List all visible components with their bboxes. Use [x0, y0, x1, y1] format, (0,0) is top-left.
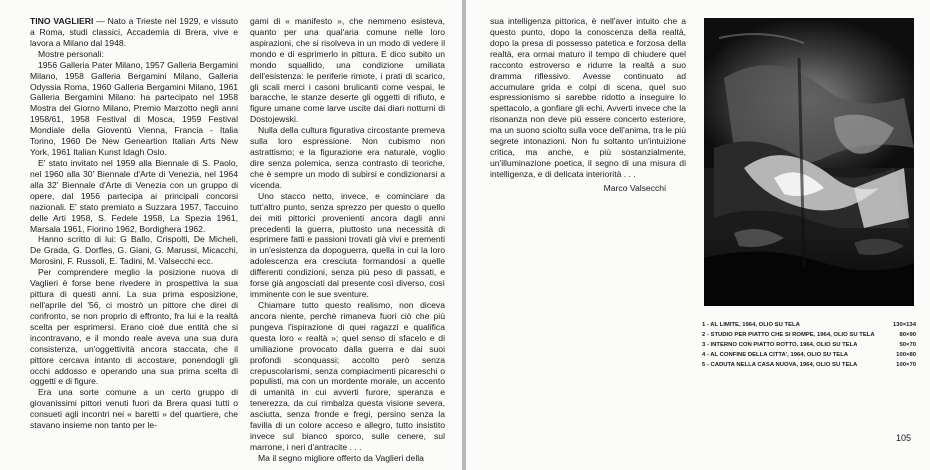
text-column-2: [250, 16, 445, 464]
biennale-paragraph: E' stato invitato nel 1959 alla Biennale di S. Paolo, nel 1960 alla 30' Biennale d'Arte di Venezia, nel 1964 alla 32' Biennale d'Arte di Venezia con un gruppo di opere, dal 1956 partecipa ai principali concorsi nazionali. E' stato premiato a Suzzara 1957, Taccuino delle Arti 1958, S. Fedele 1958, La Spezia 1961, Marsala 1961, Fiorino 1962, Bordighera 1962.: [30, 157, 238, 234]
right-page: [466, 0, 930, 470]
critics-paragraph: Hanno scritto di lui: G Ballo, Crispolti, De Micheli, De Grada, G. Dorfles, G. Giani, G. Marussi, Micacchi, Morosini, F. Russoli, E. Tadini, M. Valsecchi ecc.: [30, 234, 238, 267]
author-signature: Marco Valsecchi: [603, 182, 666, 193]
exhibitions-paragraph: 1956 Galleria Pater Milano, 1957 Galleria Bergamini Milano, 1958 Galleria Bergamini Milano, Galleria Odyssia Roma, 1960 Galleria Bergamini Milano, 1961 Galleria Bergamini Milano: ha partecipato nel 1958 Mostra del Giorno Milano, Premio Marzotto negli anni 1958/61, 1958 Festival di Mosca, 1959 Festival Mondiale della Gioventù Vienna, Francia - Italia Torino, 1960 De New Geneartion Italian Arts New York, 1961 Italian Kunst Idagh Oslo.: [30, 59, 238, 158]
biography-paragraph: TINO VAGLIERI — Nato a Trieste nel 1929, e vissuto a Roma, studi classici, Accademia di Brera, vive e lavora a Milano dal 1948.: [30, 16, 238, 48]
essay-paragraph: Uno stacco netto, invece, e cominciare da tutt'altro punto, senza sprezzo per questo o quello dei miti pittorici provenienti ancora dagli anni precedenti la guerra, piuttosto una necessità di esprimere fatti e passioni trovati già vivi e prementi in un'esistenza da dopoguerra, quella in cui la loro adolescenza era cresciuta formandosi a quelle differenti condizioni, senza più peso di passati, e forse già angosciati dal presente così diverso, così imminente con le sue sventure.: [250, 190, 445, 300]
caption-list: [702, 320, 916, 370]
artwork-reproduction: [704, 18, 914, 306]
essay-paragraph: Chiamare tutto questo realismo, non diceva ancora niente, perchè rimaneva fuori ciò che più pungeva l'ispirazione di quei ragazzi e qualifica questa loro « realtà »; quel senso di sfacelo e di umiliazione provocato dalla guerra e dai suoi profondi sconquassi; accolto però senza crepuscolarismi, senza compiacimenti picareschi o populisti, ma con un mordente morale, un accento di umanità in cui avverti furore, speranza e tenerezza, da cui rimbalza questa visione severa, asciutta, senza fronde e fregi, persino senza la favilla di un colore acceso e allegro, tutto insistito invece sul bianco sporco, sulle cenere, sul marrone, i neri d'antracite . . .: [250, 299, 445, 452]
caption-row: 3 - INTERNO CON PIATTO ROTTO, 1964, OLIO SU TELA 50×70: [702, 342, 916, 348]
text-column-3: [490, 16, 686, 194]
essay-paragraph: Ma il segno migliore offerto da Vaglieri della: [258, 452, 424, 463]
text-column-1: [30, 16, 238, 431]
essay-paragraph: sua intelligenza pittorica, è nell'aver intuito che a questo punto, dopo la conoscenza della realtà, dopo la presa di possesso patetica e forzosa della realtà, era ormai maturo il tempo di chiudere quel racconto estroverso e ridurre la realtà a suo dramma riflessivo. Avesse continuato ad accumulare grida e colpi di scena, quel suo espressionismo si sarebbe ridotto a inseguire lo spettacolo, a gonfiare gli echi. Avverti invece che la risonanza non deve più essere concerto esteriore, ma un suono sciolto sulla voce dell'anima, tra le più segrete intonazioni. Non fu soltanto un'intuizione critica, ma anche, e più sostanzialmente, un'illuminazione poetica, il segno di una misura di intelligenza, e di delicata interiorità . . .: [490, 16, 686, 179]
essay-paragraph: Nulla della cultura figurativa circostante premeva sulla loro espressione. Non cubismo non astrattismo; e la figurazione era naturale, voglio dire senza polemica, senza contrasto di teoriche, che è sempre un modo di subirsi e condizionarsi a vicenda.: [250, 125, 445, 190]
essay-paragraph: gami di « manifesto », che nemmeno esisteva, quanto per una qual'aria comune nelle loro aspirazioni, che si risolveva in un modo di vedere il mondo e di esprimerlo in pittura. E dico subito un mondo squallido, una condizione umiliata dell'esistenza: le periferie rimote, i prati di scarico, gli scali merci i casoni brulicanti come vespai, le baracche, le stanze deserte gli oggetti di rifiuto, e figure umane come larve uscite dai diari notturni di Dostojewski.: [250, 16, 445, 125]
exhibitions-heading: Mostre personali:: [38, 48, 104, 59]
artist-name: TINO VAGLIERI: [30, 16, 94, 26]
essay-paragraph: Per comprendere meglio la posizione nuova di Vaglieri è forse bene rivedere in prospettiva la sua pittura di questi anni. La sua prima esposizione, nell'aprile del '56, ci mostrò un pittore che direi di confronto, se non proprio di effronto, fra lui e la realtà scelta per esprimersi. Erano cioè due entità che si incontravano, e il mondo reale aveva una sua dura consistenza, un'oggettività ancora staccata, che il pittore cercava intanto di accostare, ponendogli gli occhi addosso e operando una sua prima scelta di oggetti e di figure.: [30, 267, 238, 387]
page-number: 105: [896, 433, 912, 443]
caption-row: 5 - CADUTA NELLA CASA NUOVA, 1964, OLIO SU TELA 100×70: [702, 362, 916, 368]
caption-row: 2 - STUDIO PER PIATTO CHE SI ROMPE, 1964, OLIO SU TELA 80×90: [702, 332, 916, 338]
caption-row: 1 - AL LIMITE, 1964, OLIO SU TELA 130×134: [702, 322, 916, 328]
left-page: [0, 0, 462, 470]
caption-row: 4 - AL CONFINE DELLA CITTA', 1964, OLIO SU TELA 100×80: [702, 352, 916, 358]
essay-paragraph: Era una sorte comune a un certo gruppo di giovanissimi pittori venuti fuori da Brera quasi tutti o consueti agli incontri nei « baretti » del quartiere, che stavano insieme non tanto per le-: [30, 387, 238, 431]
